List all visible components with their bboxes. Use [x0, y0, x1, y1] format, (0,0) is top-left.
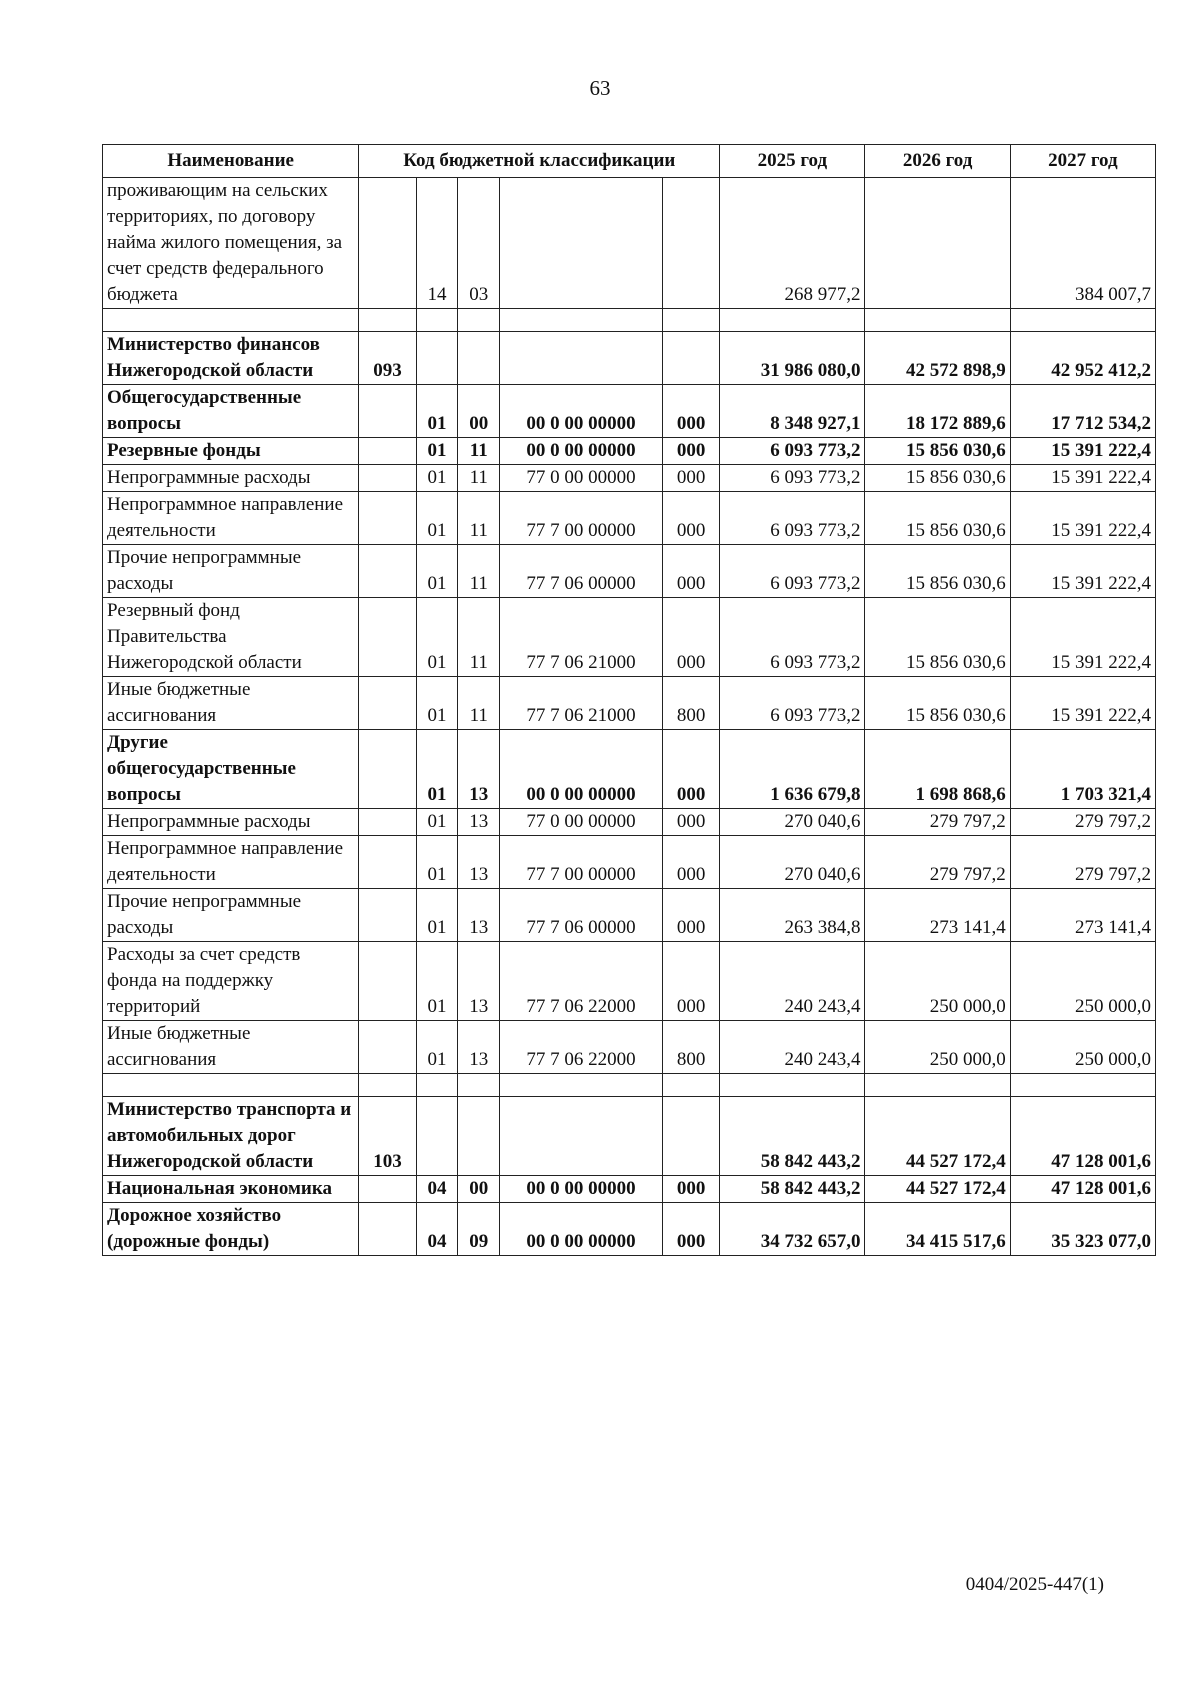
cell-2025: 31 986 080,0: [720, 332, 865, 385]
cell-name: Непрограммные расходы: [103, 809, 359, 836]
cell-2026: [865, 178, 1010, 309]
cell-2027: 384 007,7: [1010, 178, 1155, 309]
page-number: 63: [589, 76, 611, 100]
table-row: [103, 1021, 1156, 1074]
cell-target-article: 77 7 06 00000: [500, 545, 663, 598]
cell-2025: 34 732 657,0: [720, 1203, 865, 1256]
cell-target-article: [500, 332, 663, 385]
table-row: [103, 545, 1156, 598]
document-code: 0404/2025-447(1): [965, 1574, 1104, 1595]
cell-name: Непрограммное направление деятельности: [103, 492, 359, 545]
cell-2027: 250 000,0: [1010, 942, 1155, 1021]
cell-expense-type: 000: [662, 465, 719, 492]
table-row: [103, 332, 1156, 385]
cell-2025: 1 636 679,8: [720, 730, 865, 809]
cell-2025: 8 348 927,1: [720, 385, 865, 438]
cell-subsection: [458, 1097, 500, 1176]
header-name: Наименование: [103, 145, 359, 178]
cell-subsection: 13: [458, 942, 500, 1021]
cell-target-article: 77 7 06 00000: [500, 889, 663, 942]
cell-target-article: 77 7 06 22000: [500, 942, 663, 1021]
table-row: [103, 492, 1156, 545]
cell-expense-type: 800: [662, 677, 719, 730]
cell-subsection: 00: [458, 385, 500, 438]
cell-2026: 250 000,0: [865, 942, 1010, 1021]
cell-section: 01: [416, 942, 458, 1021]
cell-2027: 279 797,2: [1010, 836, 1155, 889]
cell-2025: 6 093 773,2: [720, 598, 865, 677]
spacer-cell: [458, 309, 500, 332]
cell-name: Министерство финансов Нижегородской области: [103, 332, 359, 385]
cell-target-article: 00 0 00 00000: [500, 438, 663, 465]
cell-expense-type: 000: [662, 942, 719, 1021]
table-header-row: [103, 145, 1156, 178]
spacer-cell: [500, 1074, 663, 1097]
cell-2026: 34 415 517,6: [865, 1203, 1010, 1256]
cell-subsection: 13: [458, 836, 500, 889]
table-row: [103, 942, 1156, 1021]
cell-grbs: [359, 889, 416, 942]
cell-2025: 6 093 773,2: [720, 492, 865, 545]
spacer-row: [103, 1074, 1156, 1097]
cell-name: Дорожное хозяйство (дорожные фонды): [103, 1203, 359, 1256]
spacer-cell: [500, 309, 663, 332]
cell-subsection: 11: [458, 492, 500, 545]
cell-2025: 6 093 773,2: [720, 545, 865, 598]
spacer-row: [103, 309, 1156, 332]
cell-target-article: 77 0 00 00000: [500, 465, 663, 492]
cell-2025: 240 243,4: [720, 942, 865, 1021]
cell-2026: 18 172 889,6: [865, 385, 1010, 438]
cell-name: Резервный фонд Правительства Нижегородской области: [103, 598, 359, 677]
cell-name: Прочие непрограммные расходы: [103, 545, 359, 598]
spacer-cell: [1010, 309, 1155, 332]
cell-2027: 15 391 222,4: [1010, 465, 1155, 492]
cell-subsection: 13: [458, 809, 500, 836]
cell-subsection: 00: [458, 1176, 500, 1203]
cell-2027: 47 128 001,6: [1010, 1176, 1155, 1203]
header-2025: 2025 год: [720, 145, 865, 178]
cell-grbs: 103: [359, 1097, 416, 1176]
cell-2027: 35 323 077,0: [1010, 1203, 1155, 1256]
cell-subsection: 13: [458, 730, 500, 809]
cell-expense-type: 000: [662, 809, 719, 836]
cell-expense-type: [662, 178, 719, 309]
cell-name: Иные бюджетные ассигнования: [103, 1021, 359, 1074]
cell-2026: 15 856 030,6: [865, 438, 1010, 465]
spacer-cell: [359, 1074, 416, 1097]
header-code: Код бюджетной классификации: [359, 145, 720, 178]
cell-subsection: 09: [458, 1203, 500, 1256]
cell-grbs: [359, 598, 416, 677]
cell-name: Иные бюджетные ассигнования: [103, 677, 359, 730]
cell-section: 01: [416, 809, 458, 836]
cell-name: Другие общегосударственные вопросы: [103, 730, 359, 809]
cell-grbs: [359, 942, 416, 1021]
cell-subsection: 11: [458, 438, 500, 465]
cell-subsection: 11: [458, 677, 500, 730]
cell-2027: 273 141,4: [1010, 889, 1155, 942]
table-row: [103, 598, 1156, 677]
cell-2026: 279 797,2: [865, 809, 1010, 836]
cell-2025: 263 384,8: [720, 889, 865, 942]
cell-2025: 270 040,6: [720, 809, 865, 836]
cell-target-article: 00 0 00 00000: [500, 1203, 663, 1256]
spacer-cell: [416, 1074, 458, 1097]
table-row: [103, 1097, 1156, 1176]
cell-subsection: 11: [458, 598, 500, 677]
cell-2026: 15 856 030,6: [865, 598, 1010, 677]
cell-expense-type: 000: [662, 492, 719, 545]
table-body: [103, 178, 1156, 1256]
cell-grbs: [359, 836, 416, 889]
cell-name: Непрограммное направление деятельности: [103, 836, 359, 889]
table-row: [103, 730, 1156, 809]
cell-2025: 270 040,6: [720, 836, 865, 889]
cell-2026: 42 572 898,9: [865, 332, 1010, 385]
cell-grbs: [359, 385, 416, 438]
table-row: [103, 809, 1156, 836]
cell-expense-type: 800: [662, 1021, 719, 1074]
cell-2025: 240 243,4: [720, 1021, 865, 1074]
cell-2027: 279 797,2: [1010, 809, 1155, 836]
cell-2025: 58 842 443,2: [720, 1176, 865, 1203]
cell-section: 04: [416, 1176, 458, 1203]
cell-2027: 250 000,0: [1010, 1021, 1155, 1074]
cell-grbs: [359, 1203, 416, 1256]
table-row: [103, 889, 1156, 942]
cell-expense-type: [662, 332, 719, 385]
cell-section: 01: [416, 730, 458, 809]
table-row: [103, 385, 1156, 438]
cell-section: 01: [416, 545, 458, 598]
cell-2027: 47 128 001,6: [1010, 1097, 1155, 1176]
cell-expense-type: 000: [662, 385, 719, 438]
cell-expense-type: 000: [662, 730, 719, 809]
cell-target-article: 77 7 06 21000: [500, 677, 663, 730]
cell-2026: 273 141,4: [865, 889, 1010, 942]
cell-section: 01: [416, 492, 458, 545]
spacer-cell: [662, 1074, 719, 1097]
cell-2026: 250 000,0: [865, 1021, 1010, 1074]
cell-2026: 279 797,2: [865, 836, 1010, 889]
cell-target-article: 77 7 06 21000: [500, 598, 663, 677]
cell-target-article: 00 0 00 00000: [500, 730, 663, 809]
cell-section: 01: [416, 1021, 458, 1074]
cell-expense-type: [662, 1097, 719, 1176]
spacer-cell: [662, 309, 719, 332]
cell-2026: 15 856 030,6: [865, 545, 1010, 598]
cell-name: Общегосударственные вопросы: [103, 385, 359, 438]
cell-expense-type: 000: [662, 545, 719, 598]
cell-section: 01: [416, 598, 458, 677]
cell-name: Прочие непрограммные расходы: [103, 889, 359, 942]
cell-2027: 15 391 222,4: [1010, 677, 1155, 730]
cell-2027: 17 712 534,2: [1010, 385, 1155, 438]
table-row: [103, 836, 1156, 889]
cell-grbs: [359, 809, 416, 836]
cell-expense-type: 000: [662, 438, 719, 465]
cell-subsection: 03: [458, 178, 500, 309]
spacer-cell: [1010, 1074, 1155, 1097]
cell-2025: 268 977,2: [720, 178, 865, 309]
header-2026: 2026 год: [865, 145, 1010, 178]
spacer-cell: [720, 309, 865, 332]
cell-2027: 42 952 412,2: [1010, 332, 1155, 385]
cell-grbs: 093: [359, 332, 416, 385]
header-2027: 2027 год: [1010, 145, 1155, 178]
cell-name: проживающим на сельских территориях, по договору найма жилого помещения, за счет средств федерального бюджета: [103, 178, 359, 309]
cell-2026: 44 527 172,4: [865, 1176, 1010, 1203]
spacer-cell: [720, 1074, 865, 1097]
cell-grbs: [359, 438, 416, 465]
table-row: [103, 1203, 1156, 1256]
cell-subsection: 11: [458, 545, 500, 598]
budget-table: [102, 144, 1156, 1256]
spacer-cell: [416, 309, 458, 332]
cell-subsection: [458, 332, 500, 385]
cell-grbs: [359, 178, 416, 309]
cell-target-article: [500, 1097, 663, 1176]
cell-target-article: [500, 178, 663, 309]
spacer-cell: [103, 309, 359, 332]
cell-target-article: 00 0 00 00000: [500, 385, 663, 438]
spacer-cell: [458, 1074, 500, 1097]
cell-grbs: [359, 677, 416, 730]
cell-expense-type: 000: [662, 1176, 719, 1203]
table-row: [103, 677, 1156, 730]
cell-grbs: [359, 1021, 416, 1074]
cell-2025: 6 093 773,2: [720, 677, 865, 730]
spacer-cell: [103, 1074, 359, 1097]
table-row: [103, 438, 1156, 465]
spacer-cell: [865, 1074, 1010, 1097]
cell-name: Резервные фонды: [103, 438, 359, 465]
cell-section: 14: [416, 178, 458, 309]
cell-2026: 1 698 868,6: [865, 730, 1010, 809]
cell-grbs: [359, 465, 416, 492]
cell-section: 01: [416, 465, 458, 492]
cell-subsection: 13: [458, 889, 500, 942]
table-row: [103, 465, 1156, 492]
spacer-cell: [865, 309, 1010, 332]
cell-target-article: 77 7 00 00000: [500, 492, 663, 545]
cell-target-article: 77 0 00 00000: [500, 809, 663, 836]
cell-target-article: 77 7 00 00000: [500, 836, 663, 889]
cell-2026: 15 856 030,6: [865, 465, 1010, 492]
cell-2026: 15 856 030,6: [865, 492, 1010, 545]
cell-grbs: [359, 730, 416, 809]
cell-2025: 6 093 773,2: [720, 438, 865, 465]
cell-section: [416, 332, 458, 385]
cell-grbs: [359, 492, 416, 545]
cell-expense-type: 000: [662, 1203, 719, 1256]
table-row: [103, 178, 1156, 309]
cell-2025: 58 842 443,2: [720, 1097, 865, 1176]
spacer-cell: [359, 309, 416, 332]
cell-2027: 15 391 222,4: [1010, 438, 1155, 465]
cell-section: 01: [416, 438, 458, 465]
cell-2027: 15 391 222,4: [1010, 492, 1155, 545]
cell-section: 01: [416, 677, 458, 730]
cell-section: 01: [416, 889, 458, 942]
cell-section: [416, 1097, 458, 1176]
cell-2027: 15 391 222,4: [1010, 598, 1155, 677]
cell-2027: 15 391 222,4: [1010, 545, 1155, 598]
cell-name: Непрограммные расходы: [103, 465, 359, 492]
cell-name: Национальная экономика: [103, 1176, 359, 1203]
cell-name: Министерство транспорта и автомобильных дорог Нижегородской области: [103, 1097, 359, 1176]
cell-2026: 44 527 172,4: [865, 1097, 1010, 1176]
cell-target-article: 77 7 06 22000: [500, 1021, 663, 1074]
cell-section: 04: [416, 1203, 458, 1256]
cell-expense-type: 000: [662, 889, 719, 942]
cell-name: Расходы за счет средств фонда на поддержку территорий: [103, 942, 359, 1021]
cell-expense-type: 000: [662, 836, 719, 889]
cell-2025: 6 093 773,2: [720, 465, 865, 492]
cell-subsection: 13: [458, 1021, 500, 1074]
cell-2027: 1 703 321,4: [1010, 730, 1155, 809]
cell-subsection: 11: [458, 465, 500, 492]
cell-grbs: [359, 545, 416, 598]
cell-grbs: [359, 1176, 416, 1203]
cell-expense-type: 000: [662, 598, 719, 677]
cell-section: 01: [416, 385, 458, 438]
cell-section: 01: [416, 836, 458, 889]
table-row: [103, 1176, 1156, 1203]
cell-target-article: 00 0 00 00000: [500, 1176, 663, 1203]
cell-2026: 15 856 030,6: [865, 677, 1010, 730]
